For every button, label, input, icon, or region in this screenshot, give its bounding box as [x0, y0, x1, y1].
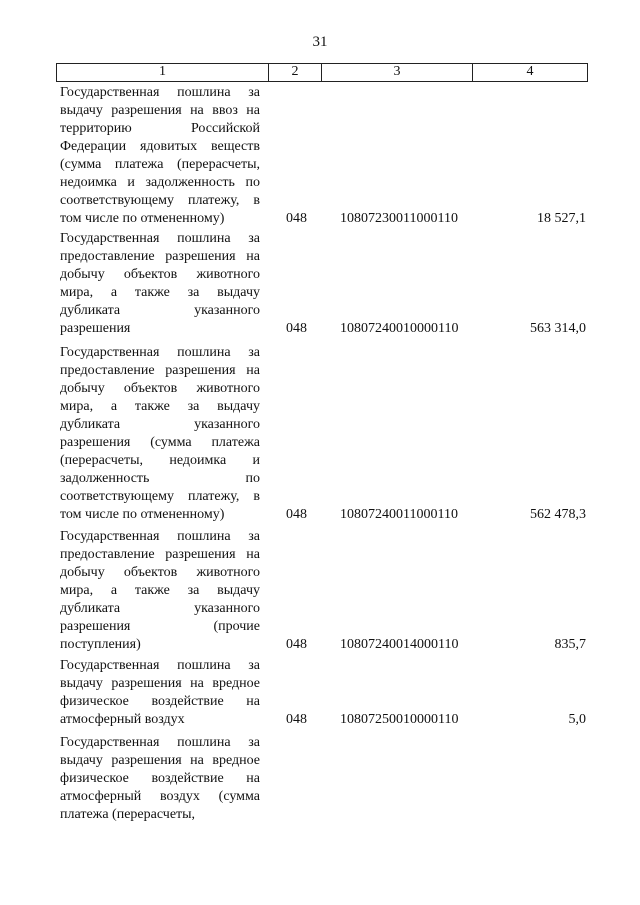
- row-kbk: 10807230011000110: [340, 211, 458, 226]
- row-kbk: 10807240010000110: [340, 321, 459, 336]
- description-line: недоимка и задолженность по: [60, 175, 260, 190]
- description-line: Государственная пошлина за: [60, 85, 260, 100]
- row-amount: 18 527,1: [537, 211, 586, 226]
- row-description: [60, 734, 260, 824]
- description-line: мира, а также за выдачу: [60, 285, 260, 300]
- row-description: [60, 657, 260, 729]
- description-line: Государственная пошлина за: [60, 658, 260, 673]
- row-code: 048: [286, 211, 307, 226]
- description-line: соответствующему платежу, в: [60, 489, 260, 504]
- row-code: 048: [286, 637, 307, 652]
- page-number: 31: [312, 34, 328, 50]
- description-line: дубликата указанного: [60, 601, 260, 616]
- description-line: Федерации ядовитых веществ: [60, 139, 260, 154]
- description-line: разрешения (сумма платежа: [60, 435, 260, 450]
- description-line: предоставление разрешения на: [60, 363, 260, 378]
- description-line: Государственная пошлина за: [60, 529, 260, 544]
- description-line: Государственная пошлина за: [60, 735, 260, 750]
- row-description: [60, 230, 260, 338]
- description-line: разрешения (прочие: [60, 619, 260, 634]
- description-line: (сумма платежа (перерасчеты,: [60, 157, 260, 172]
- description-line: разрешения: [60, 321, 131, 336]
- description-line: мира, а также за выдачу: [60, 399, 260, 414]
- description-line: предоставление разрешения на: [60, 547, 260, 562]
- description-line: соответствующему платежу, в: [60, 193, 260, 208]
- description-line: добычу объектов животного: [60, 565, 260, 580]
- description-line: Государственная пошлина за: [60, 231, 260, 246]
- description-line: добычу объектов животного: [60, 381, 260, 396]
- description-line: выдачу разрешения на ввоз на: [60, 103, 260, 118]
- description-line: выдачу разрешения на вредное: [60, 676, 260, 691]
- description-line: территорию Российской: [60, 121, 260, 136]
- description-line: том числе по отмененному): [60, 507, 225, 522]
- description-line: Государственная пошлина за: [60, 345, 260, 360]
- description-line: поступления): [60, 637, 141, 652]
- row-amount: 562 478,3: [530, 507, 586, 522]
- description-line: атмосферный воздух (сумма: [60, 789, 260, 804]
- description-line: задолженность по: [60, 471, 260, 486]
- description-line: физическое воздействие на: [60, 771, 260, 786]
- row-description: [60, 344, 260, 524]
- description-line: (перерасчеты, недоимка и: [60, 453, 260, 468]
- description-line: дубликата указанного: [60, 303, 260, 318]
- row-kbk: 10807250010000110: [340, 712, 459, 727]
- description-line: дубликата указанного: [60, 417, 260, 432]
- description-line: физическое воздействие на: [60, 694, 260, 709]
- description-line: мира, а также за выдачу: [60, 583, 260, 598]
- column-header-2: 2: [269, 64, 322, 81]
- row-amount: 563 314,0: [530, 321, 586, 336]
- description-line: том числе по отмененному): [60, 211, 225, 226]
- column-header-1: 1: [57, 64, 269, 81]
- column-header-3: 3: [322, 64, 473, 81]
- row-description: [60, 84, 260, 228]
- description-line: платежа (перерасчеты,: [60, 807, 196, 822]
- description-line: предоставление разрешения на: [60, 249, 260, 264]
- row-code: 048: [286, 507, 307, 522]
- table-header: [56, 63, 588, 82]
- row-code: 048: [286, 712, 307, 727]
- description-line: выдачу разрешения на вредное: [60, 753, 260, 768]
- row-kbk: 10807240011000110: [340, 507, 458, 522]
- description-line: добычу объектов животного: [60, 267, 260, 282]
- column-header-4: 4: [526, 64, 534, 79]
- row-description: [60, 528, 260, 654]
- row-amount: 5,0: [568, 712, 586, 727]
- row-code: 048: [286, 321, 307, 336]
- description-line: атмосферный воздух: [60, 712, 185, 727]
- row-amount: 835,7: [554, 637, 586, 652]
- row-kbk: 10807240014000110: [340, 637, 459, 652]
